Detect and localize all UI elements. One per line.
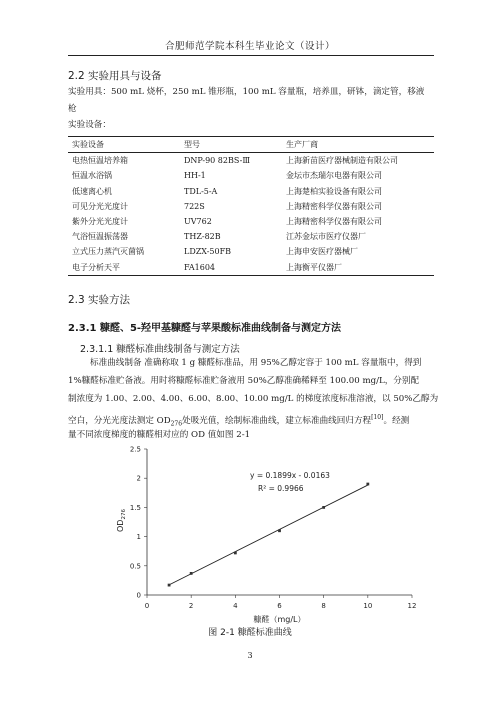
r-squared-label: R² = 0.9966 [258,484,304,493]
data-point [190,572,193,575]
table-cell: 低速离心机 [72,186,112,196]
tools-line-2: 枪 [68,104,77,114]
table-cell: 电子分析天平 [72,262,120,272]
table-cell: 电热恒温培养箱 [72,156,128,166]
paragraph-line-1: 标准曲线制备 准确称取 1 g 糠醛标准品，用 95%乙醇定容于 100 mL 容量瓶中，得到 [90,358,422,368]
table-cell: 上海衡平仪器厂 [286,262,342,272]
y-tick-label: 1 [136,533,141,542]
table-cell: HH-1 [184,171,206,181]
x-axis-label: 糠醛（mg/L） [253,615,306,624]
table-cell: 金坛市杰瑞尔电器有限公司 [286,171,382,181]
regression-equation: y = 0.1899x - 0.0163 [250,471,330,480]
table-cell: THZ-82B [184,232,221,242]
od-subscript: 276 [170,420,183,428]
table-cell: 上海新苗医疗器械制造有限公司 [286,156,398,166]
table-cell: DNP-90 82BS-Ⅲ [184,156,251,166]
data-point [234,552,237,555]
table-cell: 紫外分光光度计 [72,217,128,227]
x-tick-label: 6 [277,602,282,610]
table-cell: LDZX-50FB [184,247,232,257]
y-axis-label: $OD_{276}$ [116,509,127,532]
x-tick-label: 0 [144,602,150,610]
section-title-2-3: 2.3 实验方法 [68,294,131,306]
table-cell: 气浴恒温振荡器 [72,232,128,242]
table-cell: 上海精密科学仪器有限公司 [286,201,382,211]
paragraph-line-3: 制浓度为 1.00、2.00、4.00、6.00、8.00、10.00 mg/L 的梯度浓度标准溶液，以 50%乙醇为 [68,394,439,404]
paragraph-line-4-text-b: 处吸光值，绘制标准曲线，建立标准曲线回归方程 [182,415,372,426]
y-tick-label: 2 [136,474,141,483]
data-point [278,529,281,532]
table-cell: FA1604 [184,262,215,272]
section-title-2-2: 2.2 实验用具与设备 [68,70,162,82]
data-point [322,506,325,509]
paragraph-line-4-text-a: 空白，分光光度法测定 OD [68,415,171,426]
x-tick-label: 4 [233,602,238,610]
tools-line-1: 实验用具：500 mL 烧杯，250 mL 锥形瓶，100 mL 容量瓶，培养皿，研钵，滴定管，移液 [68,87,425,97]
table-cell: 江苏金坛市医疗仪器厂 [286,232,366,242]
table-cell: 上海楚柏实验设备有限公司 [286,186,382,196]
equipment-label: 实验设备： [68,120,111,130]
y-tick-label: 0.5 [129,562,141,571]
data-point [366,483,369,486]
x-tick-label: 2 [188,602,194,610]
table-cell: UV762 [184,217,212,227]
paragraph-line-5: 量不同浓度梯度的糠醛相对应的 OD 值如图 2-1 [68,430,251,440]
data-point [168,584,171,587]
table-cell: 恒温水浴锅 [72,171,112,181]
paragraph-line-4-text-c: 。经测 [383,415,410,426]
table-cell: 可见分光光度计 [72,201,128,211]
paragraph-line-2: 1%糠醛标准贮备液。用时将糠醛标准贮备液用 50%乙醇准确稀释至 100.00 mg/L，分别配 [68,376,420,386]
y-tick-label: 0 [136,591,141,600]
table-cell: 上海申安医疗器械厂 [286,247,358,257]
x-tick-label: 12 [407,602,417,610]
table-cell: 立式压力蒸汽灭菌锅 [72,247,144,257]
page-header: 合肥师范学院本科生毕业论文（设计） [164,41,335,52]
table-header-cell: 型号 [184,140,200,150]
table-cell: 上海精密科学仪器有限公司 [286,217,382,227]
x-tick-label: 10 [363,602,373,610]
subsection-title-2-3-1: 2.3.1 糠醛、5-羟甲基糠醛与苹果酸标准曲线制备与测定方法 [68,323,342,334]
table-header-cell: 实验设备 [72,140,104,150]
y-tick-label: 1.5 [129,503,141,512]
y-tick-label: 2.5 [129,445,141,454]
table-cell: 722S [184,201,205,211]
x-tick-label: 8 [321,602,326,610]
trendline [169,485,368,585]
page-number: 3 [247,651,253,660]
table-cell: TDL-5-A [184,186,218,196]
subsubsection-title-2-3-1-1: 2.3.1.1 糠醛标准曲线制备与测定方法 [80,344,240,355]
reference-marker: [10] [371,414,384,421]
figure-caption: 图 2-1 糠醛标准曲线 [208,628,292,638]
table-header-cell: 生产厂商 [286,140,318,150]
